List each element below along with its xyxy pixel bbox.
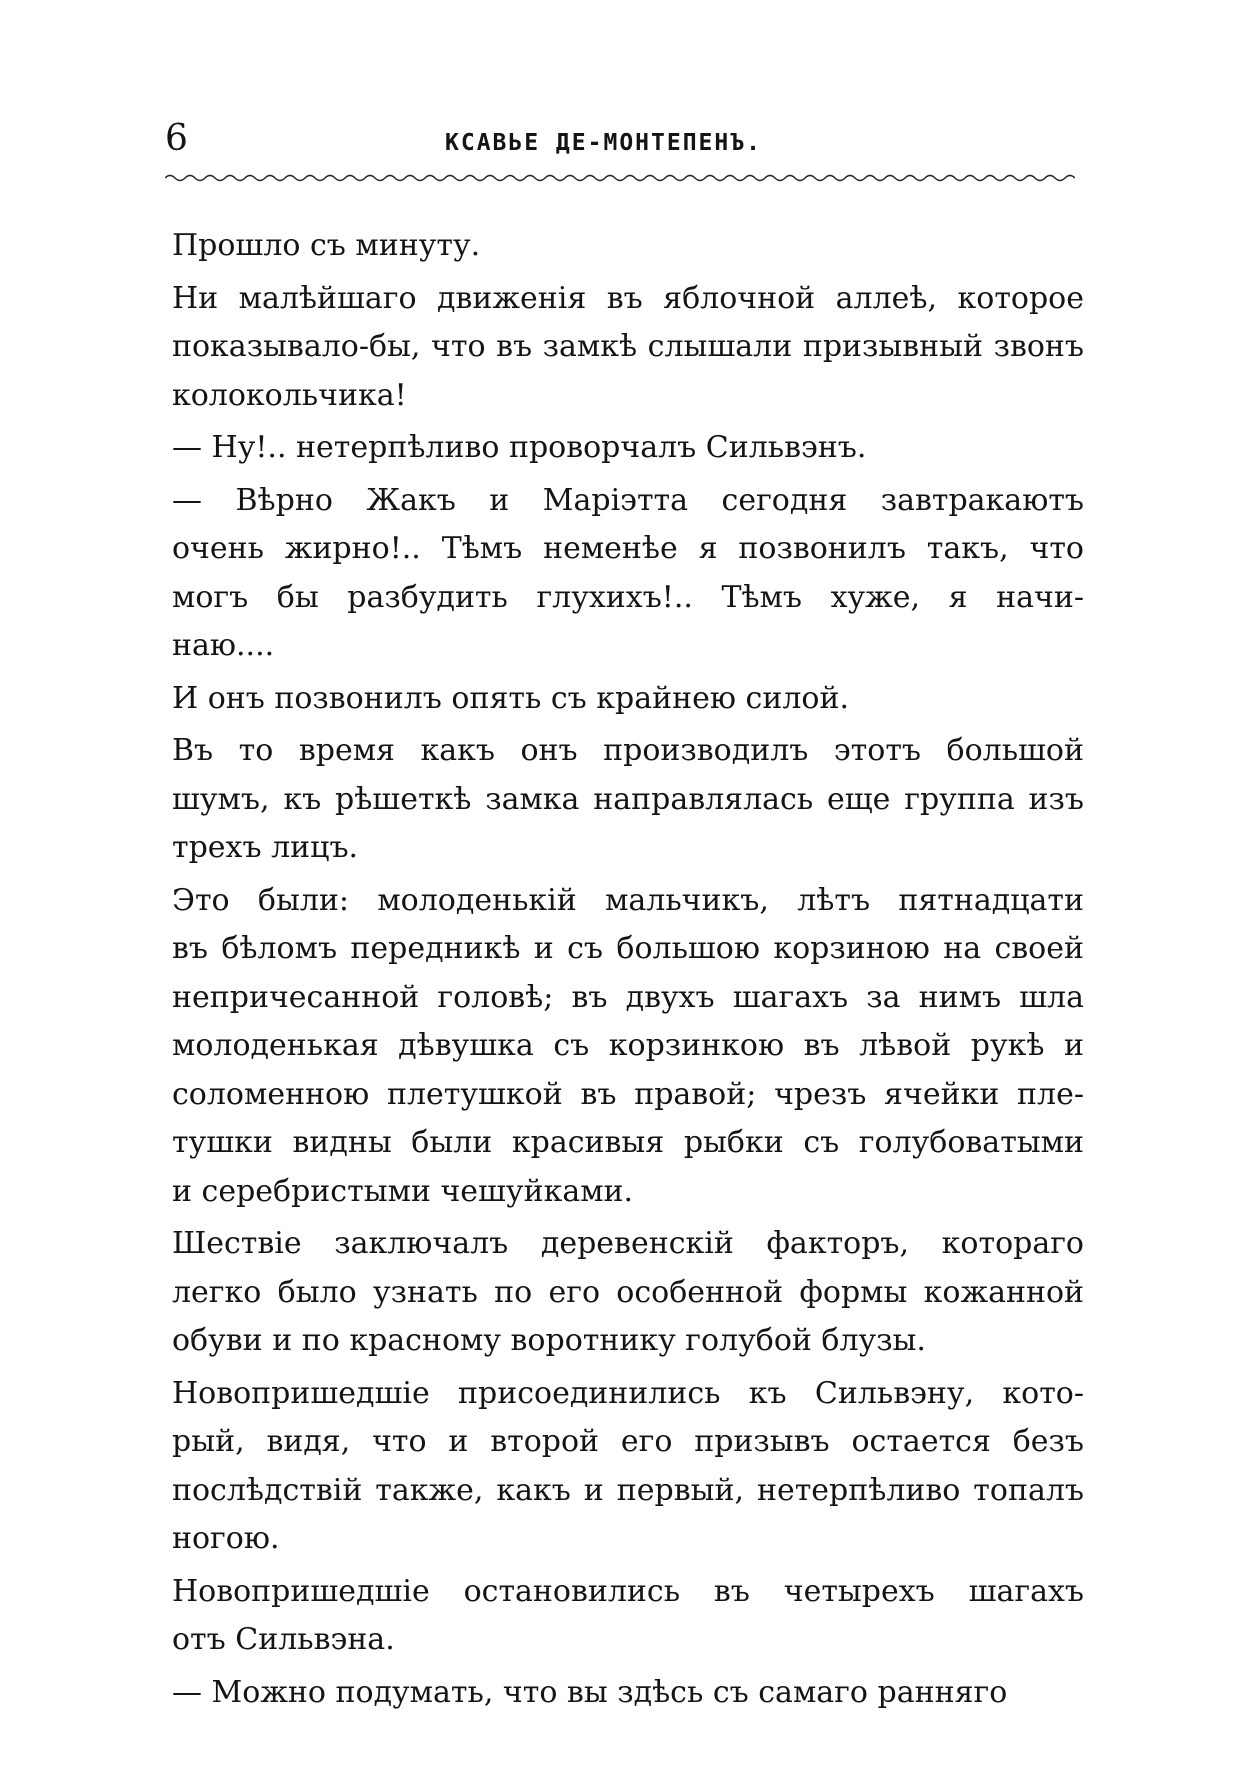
text-line: — Можно подумать, что вы здѣсь съ самаго ранняго <box>172 1674 1008 1710</box>
text-line: очень жирно!.. Тѣмъ неменѣе я позвонилъ такъ, что <box>172 531 1084 566</box>
text-line: Это были: молоденькій мальчикъ, лѣтъ пятнадцати <box>172 882 1084 918</box>
text-line: — Вѣрно Жакъ и Маріэтта сегодня завтракаютъ <box>172 482 1084 518</box>
text-line: Въ то время какъ онъ производилъ этотъ большой <box>172 733 1084 768</box>
running-title: КСАВЬЕ ДЕ-МОНТЕПЕНЪ. <box>445 130 762 156</box>
text-line: — Ну!.. нетерпѣливо проворчалъ Сильвэнъ. <box>172 430 867 465</box>
text-line: Ни малѣйшаго движенія въ яблочной аллеѣ, которое <box>172 280 1084 316</box>
text-line: шумъ, къ рѣшеткѣ замка направлялась еще группа изъ <box>172 781 1084 817</box>
paragraph <box>172 275 1084 421</box>
paragraph <box>172 222 1084 271</box>
text-line: показывало-бы, что въ замкѣ слышали призывный звонъ <box>172 329 1084 364</box>
paragraph <box>172 1669 1084 1718</box>
text-line: и серебристыми чешуйками. <box>172 1173 634 1209</box>
paragraph <box>172 1220 1084 1366</box>
text-line: Новопришедшіе присоединились къ Сильвэну, кото- <box>172 1375 1084 1411</box>
text-line: тушки видны были красивыя рыбки съ голубоватыми <box>172 1125 1084 1160</box>
paragraph <box>172 877 1084 1217</box>
paragraph <box>172 675 1084 724</box>
text-line: въ бѣломъ передникѣ и съ большою корзиною на своей <box>172 931 1084 966</box>
text-line: Шествіе заключалъ деревенскій факторъ, котораго <box>172 1226 1084 1261</box>
page-header <box>165 118 1085 168</box>
text-line: колокольчика! <box>172 377 407 413</box>
text-line: молоденькая дѣвушка съ корзинкою въ лѣвой рукѣ и <box>172 1028 1084 1063</box>
text-line: соломенною плетушкой въ правой; чрезъ ячейки пле- <box>172 1076 1084 1112</box>
text-line: послѣдствій также, какъ и первый, нетерпѣливо топалъ <box>172 1472 1084 1508</box>
text-line: трехъ лицъ. <box>172 830 359 865</box>
text-line: непричесанной головѣ; въ двухъ шагахъ за нимъ шла <box>172 979 1084 1015</box>
text-line: Прошло съ минуту. <box>172 228 481 263</box>
paragraph <box>172 477 1084 671</box>
page-number: 6 <box>165 118 188 159</box>
paragraph <box>172 1568 1084 1665</box>
text-line: рый, видя, что и второй его призывъ остается безъ <box>172 1424 1084 1459</box>
text-line: ногою. <box>172 1521 280 1556</box>
paragraph <box>172 1370 1084 1564</box>
text-line: наю.... <box>172 628 275 663</box>
text-line: И онъ позвонилъ опять съ крайнею силой. <box>172 680 849 716</box>
body-text <box>172 222 1084 1721</box>
paragraph <box>172 727 1084 873</box>
text-line: легко было узнать по его особенной формы кожанной <box>172 1274 1084 1310</box>
header-rule <box>165 172 1075 182</box>
text-line: отъ Сильвэна. <box>172 1622 395 1657</box>
text-line: обуви и по красному воротнику голубой блузы. <box>172 1323 926 1358</box>
paragraph <box>172 424 1084 473</box>
text-line: могъ бы разбудить глухихъ!.. Тѣмъ хуже, я начи- <box>172 579 1084 615</box>
text-line: Новопришедшіе остановились въ четырехъ шагахъ <box>172 1573 1084 1609</box>
